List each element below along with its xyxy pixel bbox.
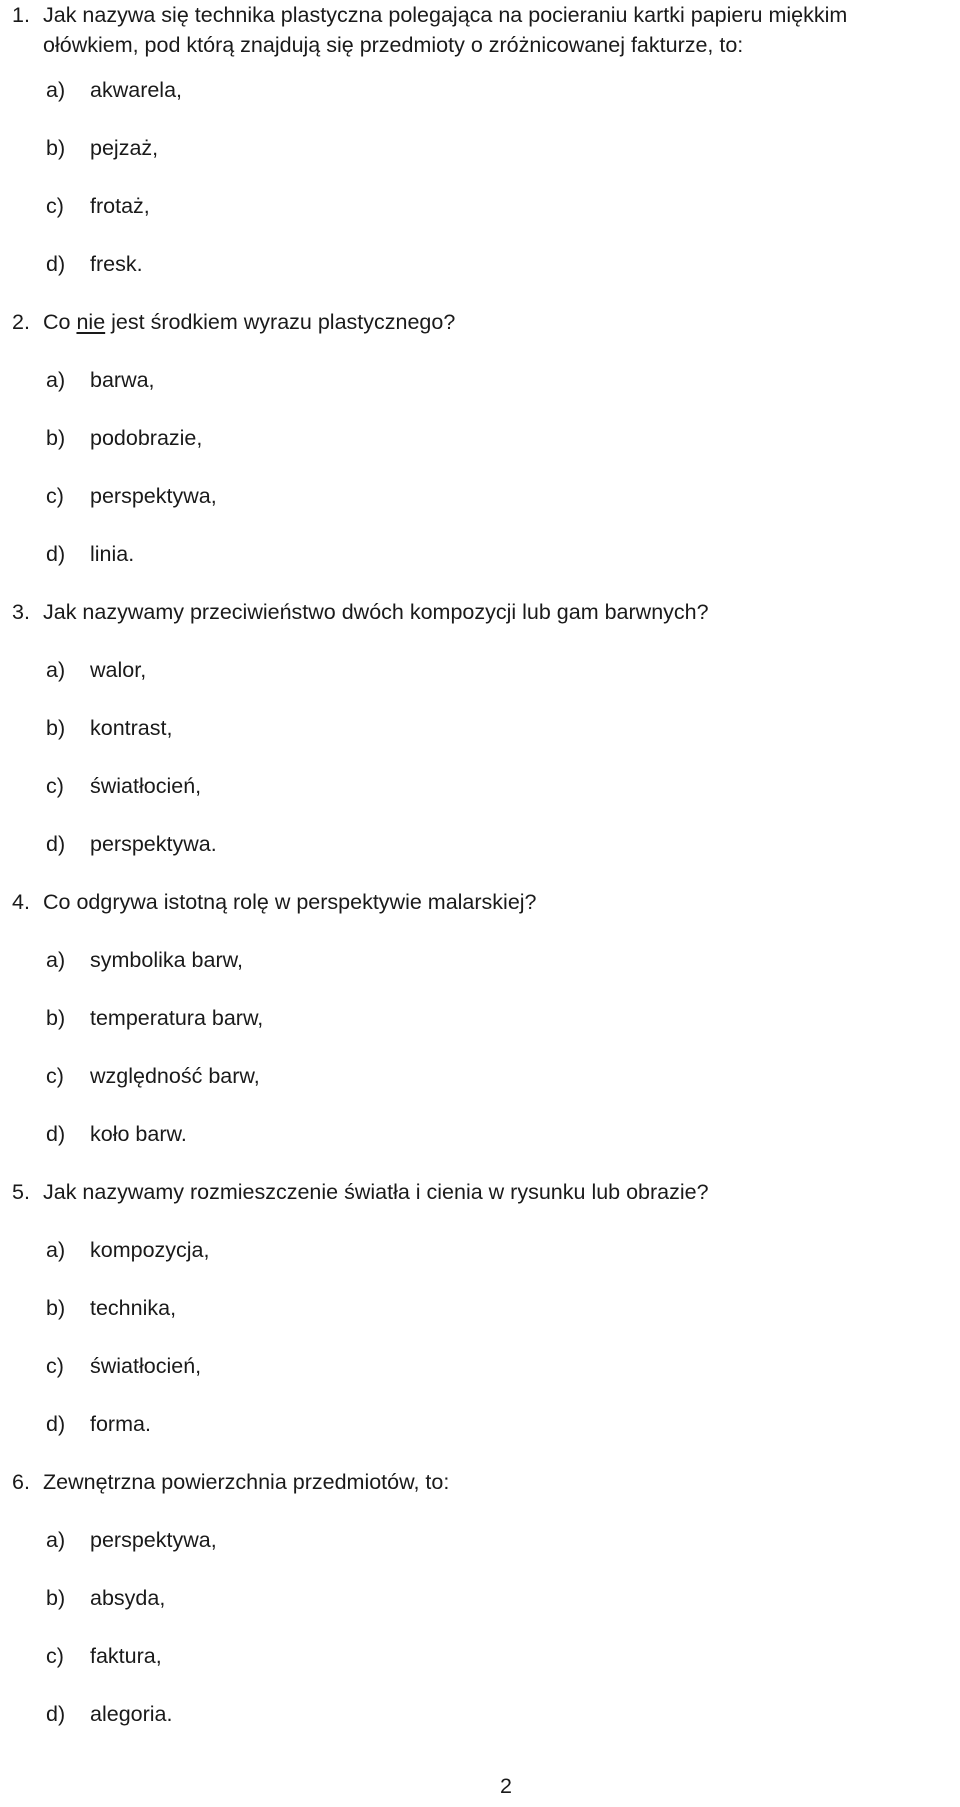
option-letter: c) xyxy=(46,1644,64,1668)
option-letter: b) xyxy=(46,1296,66,1320)
option-text: perspektywa. xyxy=(90,832,217,856)
question-number: 6. xyxy=(12,1470,30,1494)
option-text: fresk. xyxy=(90,252,143,276)
option-text: perspektywa, xyxy=(90,1528,217,1552)
option-text: podobrazie, xyxy=(90,426,203,450)
option-letter: b) xyxy=(46,426,66,450)
option-text: kompozycja, xyxy=(90,1238,210,1262)
question-4 xyxy=(0,887,960,917)
question-text-before: Co xyxy=(43,310,77,334)
option-text: walor, xyxy=(90,658,147,682)
question-number: 4. xyxy=(12,890,30,914)
question-1-continued xyxy=(0,30,960,60)
option-text: perspektywa, xyxy=(90,484,217,508)
option-text: linia. xyxy=(90,542,135,566)
page-number: 2 xyxy=(500,1774,512,1798)
option-letter: d) xyxy=(46,1122,66,1146)
option-text: koło barw. xyxy=(90,1122,187,1146)
option-text: światłocień, xyxy=(90,1354,202,1378)
option-letter: d) xyxy=(46,832,66,856)
question-3 xyxy=(0,597,960,627)
option-text: symbolika barw, xyxy=(90,948,243,972)
option-letter: b) xyxy=(46,136,66,160)
option-letter: a) xyxy=(46,368,66,392)
option-letter: b) xyxy=(46,1006,66,1030)
question-text: Jak nazywa się technika plastyczna polegająca na pocieraniu kartki papieru miękkim xyxy=(43,3,848,27)
question-text: Jak nazywamy rozmieszczenie światła i cienia w rysunku lub obrazie? xyxy=(43,1180,709,1204)
question-1 xyxy=(0,0,960,30)
option-letter: b) xyxy=(46,1586,66,1610)
option-letter: d) xyxy=(46,1412,66,1436)
question-number: 3. xyxy=(12,600,30,624)
option-letter: a) xyxy=(46,658,66,682)
option-letter: c) xyxy=(46,484,64,508)
option-letter: a) xyxy=(46,1528,66,1552)
question-5 xyxy=(0,1177,960,1207)
option-text: frotaż, xyxy=(90,194,150,218)
question-text xyxy=(43,307,455,337)
option-letter: a) xyxy=(46,1238,66,1262)
option-text: faktura, xyxy=(90,1644,162,1668)
question-text-underlined: nie xyxy=(76,310,106,334)
option-text: alegoria. xyxy=(90,1702,173,1726)
question-number: 2. xyxy=(12,310,30,334)
option-text: temperatura barw, xyxy=(90,1006,264,1030)
option-text: względność barw, xyxy=(90,1064,260,1088)
question-text: ołówkiem, pod którą znajdują się przedmioty o zróżnicowanej fakturze, to: xyxy=(43,33,744,57)
option-letter: d) xyxy=(46,542,66,566)
option-letter: c) xyxy=(46,194,64,218)
option-text: technika, xyxy=(90,1296,177,1320)
question-2 xyxy=(0,307,960,337)
option-letter: a) xyxy=(46,948,66,972)
option-letter: c) xyxy=(46,1354,64,1378)
option-text: barwa, xyxy=(90,368,155,392)
question-6 xyxy=(0,1467,960,1497)
question-number: 1. xyxy=(12,3,30,27)
option-letter: d) xyxy=(46,1702,66,1726)
option-text: akwarela, xyxy=(90,78,183,102)
question-text: Jak nazywamy przeciwieństwo dwóch kompozycji lub gam barwnych? xyxy=(43,600,709,624)
question-text: Zewnętrzna powierzchnia przedmiotów, to: xyxy=(43,1470,450,1494)
option-letter: c) xyxy=(46,1064,64,1088)
question-text: Co odgrywa istotną rolę w perspektywie malarskiej? xyxy=(43,890,537,914)
option-letter: d) xyxy=(46,252,66,276)
question-text-after: jest środkiem wyrazu plastycznego? xyxy=(105,310,456,334)
option-text: kontrast, xyxy=(90,716,173,740)
option-text: forma. xyxy=(90,1412,151,1436)
option-text: światłocień, xyxy=(90,774,202,798)
option-text: pejzaż, xyxy=(90,136,159,160)
option-text: absyda, xyxy=(90,1586,166,1610)
question-number: 5. xyxy=(12,1180,30,1204)
option-letter: c) xyxy=(46,774,64,798)
option-letter: a) xyxy=(46,78,66,102)
option-letter: b) xyxy=(46,716,66,740)
